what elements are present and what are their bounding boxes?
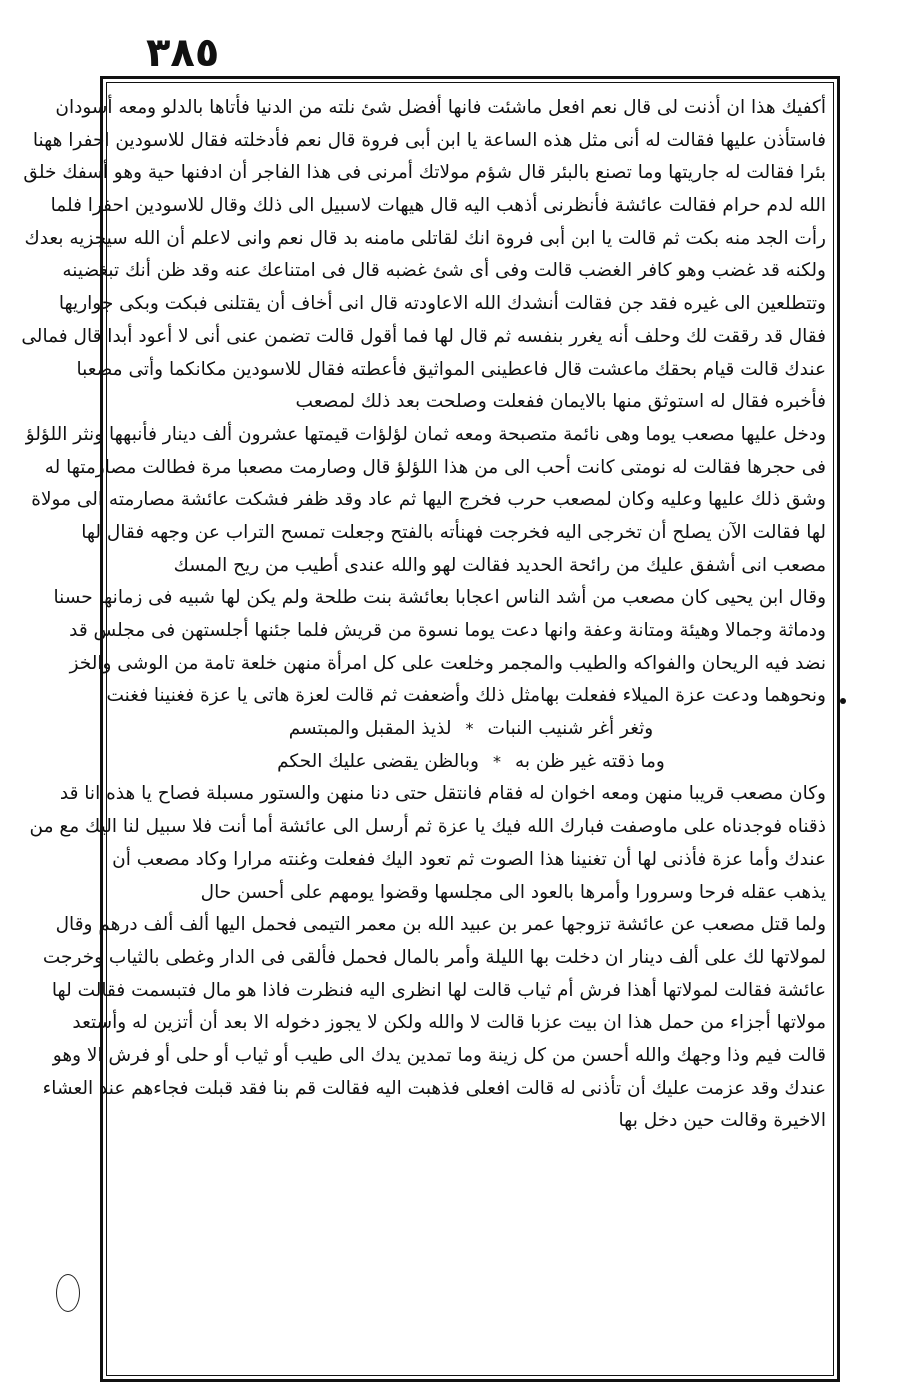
text-line: ونحوهما ودعت عزة الميلاء ففعلت بهامثل ذلك وأضعفت ثم قالت لعزة هاتى يا عزة فغنينا فغنت [106, 685, 826, 707]
margin-mark [840, 698, 846, 704]
page-number: ٣٨٥ [146, 30, 220, 76]
verse-second-hemistich: لذيذ المقبل والمبتسم [288, 718, 452, 740]
text-line: مولاتها أجزاء من حمل هذا ان بيت عزبا قالت لا والله ولكن لا يجوز دخوله الا بعد أن أتزين له وأستعد [72, 1012, 826, 1034]
text-line: وتتطلعين الى غيره فقد جن فقالت أنشدك الله الاعاودته قال انى أخاف أن يقتلنى فبكت وبكى جواريها [58, 293, 826, 315]
text-line: نضد فيه الريحان والفواكه والطيب والمجمر وخلعت على كل امرأة منهن خلعة تامة من الوشى والخز [69, 652, 826, 674]
text-line: فى حجرها فقالت له نومتى كانت أحب الى من هذا اللؤلؤ قال وصارمت مصعبا مرة فطالت مصارمتها له [44, 456, 826, 478]
text-line: عائشة فقالت لمولاتها أهذا فرش أم ثياب قالت لها انظرى اليه فنظرت فاذا هو مال فتبسمت فقالت لها [51, 979, 826, 1001]
text-line: الاخيرة وقالت حين دخل بها [618, 1110, 826, 1132]
verse-second-hemistich: وبالظن يقضى عليك الحكم [277, 750, 479, 772]
text-line: فقال قد رققت لك وحلف أنه يغرر بنفسه ثم قال لها فما أقول قالت تضمن عنى أنى لا أعود أبدا قال فمالى [21, 325, 826, 347]
text-line: وشق ذلك عليها وعليه وكان لمصعب حرب فخرج اليها ثم عاد وقد ظفر فشكت عائشة مصارمته الى مولاة [31, 489, 826, 511]
text-line: ودخل عليها مصعب يوما وهى نائمة متصبحة ومعه ثمان لؤلؤات قيمتها عشرون ألف دينار فأنبهها ونثر اللؤلؤ [25, 423, 826, 445]
text-line: ذقناه فوجدناه على ماوصفت فبارك الله فيك يا عزة ثم أرسل الى عائشة أما أنت فلا سبيل لنا اليك مع من [29, 816, 826, 838]
text-line: بئرا فقالت له جاريتها وما تصنع بالبئر قال شؤم مولاتك أمرنى فى هذا الفاجر أن ادفنها حية وهو أسفك خلق [23, 162, 826, 184]
text-line: لمولاتها لك على ألف دينار ان دخلت بها الليلة وأمر بالمال فحمل فألقى فى الدار وغطى بالثياب وخرجت [42, 946, 826, 968]
text-line: مصعب انى أشفق عليك من رائحة الحديد فقالت لهو والله عندى أطيب من ريح المسك [173, 554, 826, 576]
text-line: وكان مصعب قريبا منهن ومعه اخوان له فقام فانتقل حتى دنا منهن والستور مسبلة فصاح يا هذه انا قد [59, 783, 826, 805]
text-line: رأت الجد منه بكت ثم قالت يا ابن أبى فروة انك لقاتلى مامنه بد قال نعم وانى لاعلم أن الله سيجزيه بعدك [24, 227, 826, 249]
verse-line [116, 746, 826, 779]
text-line: عندك وقد عزمت عليك أن تأذنى له قالت افعلى فذهبت اليه فقالت قم بنا فقد قبلت فجاءهم عند العشاء [42, 1077, 826, 1099]
verse-line [116, 713, 826, 746]
verse-separator: * [492, 751, 501, 771]
text-line: وقال ابن يحيى كان مصعب من أشد الناس اعجابا بعائشة بنت طلحة ولم يكن لها شبيه فى زمانها حسنا [53, 587, 826, 609]
text-line: يذهب عقله فرحا وسرورا وأمرها بالعود الى مجلسها وقضوا يومهم على أحسن حال [200, 881, 826, 903]
verse-separator: * [465, 719, 474, 739]
body-text [21, 92, 826, 1372]
text-line: ولكنه قد غضب وهو كافر الغضب قالت وفى أى شئ غضبه قال فى امتناعك عنه وقد ظن أنك تبغضينه [62, 260, 826, 282]
text-line: عندك قالت قيام بحقك ماعشت قال فاعطينى المواثيق فأعطته فقال للاسودين مكانكما وأتى مصعبا [76, 358, 826, 380]
text-line: ودماثة وجمالا وهيئة ومتانة وعفة وانها دعت يوما نسوة من قريش فلما جئنها أجلستهن فى مجلس قد [69, 620, 826, 641]
verse-first-hemistich: وثغر أغر شنيب النبات [487, 718, 654, 740]
text-line: أكفيك هذا ان أذنت لى قال نعم افعل ماشئت فانها أفضل شئ نلته من الدنيا فأتاها بالدلو ومعه أسودان [55, 97, 826, 118]
text-line: قالت فيم وذا وجهك والله أحسن من كل زينة وما تمدين يدك الى طيب أو ثياب أو حلى أو فرش الا وهو [52, 1044, 826, 1066]
text-line: فاستأذن عليها فقالت له أنى مثل هذه الساعة يا ابن أبى فروة قال نعم فأدخلته فقال للاسودين احفرا ههنا [32, 129, 826, 151]
text-line: ولما قتل مصعب عن عائشة تزوجها عمر بن عبيد الله بن معمر التيمى فحمل اليها ألف ألف درهم وقال [55, 914, 826, 936]
margin-ring [56, 1274, 80, 1312]
text-line: لها فقالت الآن يصلح أن تخرجى اليه فخرجت فهنأته بالفتح وجعلت تمسح التراب عن وجهه فقال لها [81, 521, 826, 543]
verse-first-hemistich: وما ذقته غير ظن به [514, 750, 665, 772]
text-line: فأخبره فقال له استوثق منها بالايمان ففعلت وصلحت بعد ذلك لمصعب [295, 391, 826, 413]
text-line: الله لدم حرام فقالت عائشة فأنظرنى أذهب اليه قال هيهات لاسبيل الى ذلك وقال للاسودين احفرا فلما [50, 195, 826, 217]
text-line: عندك وأما عزة فأذنى لها أن تغنينا هذا الصوت ثم تعود اليك ففعلت وغنته مرارا وكاد مصعب أن [112, 848, 826, 870]
